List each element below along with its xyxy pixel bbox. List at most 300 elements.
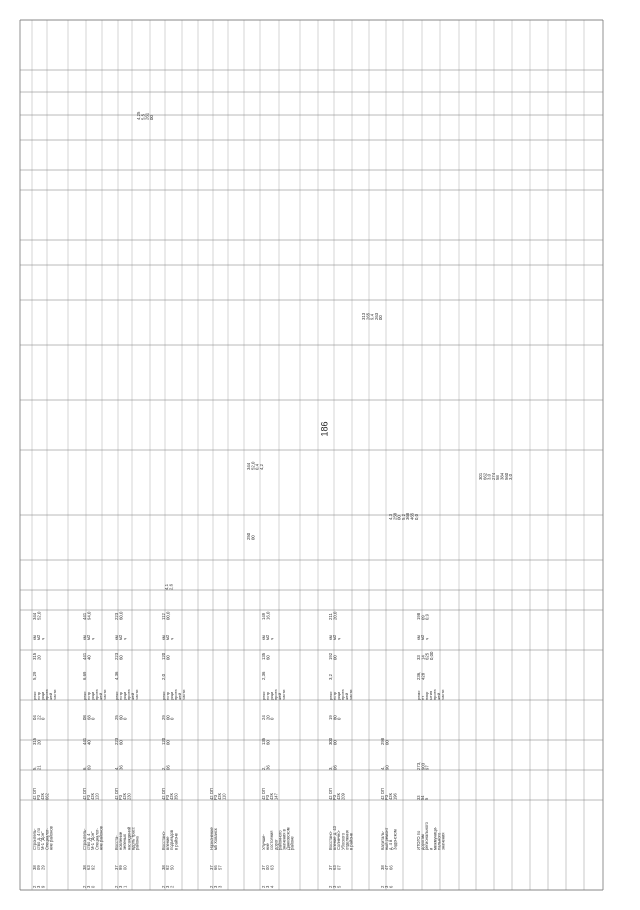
cost-value: 0 <box>90 717 96 720</box>
work-length: 5,29 <box>32 671 37 680</box>
unit-label: ч <box>424 637 430 640</box>
work-type: жей <box>177 692 182 700</box>
row-number: 37 <box>209 865 214 870</box>
road-name: вление <box>165 836 171 850</box>
upper-cell-value: 0,0 <box>413 514 419 520</box>
road-name: мб Хованск <box>213 828 219 850</box>
road-code: 42К <box>122 793 128 800</box>
road-code: 42К <box>40 793 46 800</box>
road-code: РЗ <box>213 794 219 800</box>
road-name: значения <box>440 832 446 850</box>
row-id: 4 <box>269 885 275 888</box>
work-area: 60 <box>265 655 271 660</box>
road-code: РЗ <box>36 794 42 800</box>
road-name: отделения <box>344 830 350 850</box>
total-value: 112 <box>161 613 166 620</box>
row-number: 63 <box>269 865 275 870</box>
upper-cell-value: 4,1 <box>164 584 169 590</box>
road-name: вление д. 43 <box>332 826 338 850</box>
area-value: 300 <box>328 737 333 745</box>
length-value: 4, <box>380 766 385 770</box>
unit-label: ч <box>122 637 128 640</box>
total-value: 211 <box>328 613 333 620</box>
upper-cell-value: 313 <box>361 312 366 320</box>
cost-value: 22 <box>36 715 42 720</box>
work-area: 135 <box>261 652 266 660</box>
area-value: 40 <box>86 740 92 745</box>
cost-value: 60 <box>118 715 124 720</box>
work-area: 60 <box>118 655 124 660</box>
length-value: 06 <box>165 765 171 770</box>
road-name: ние районов <box>98 826 104 850</box>
upper-cell-value: 3,0 <box>508 474 514 480</box>
road-code: 662 <box>44 793 50 800</box>
length-value: 4, <box>114 766 119 770</box>
road-name: Задонском <box>392 829 398 850</box>
road-name: ный ремонт <box>384 827 390 850</box>
work-type: части <box>281 689 286 700</box>
total-value: 16,0 <box>265 611 271 620</box>
area-value: 00 <box>165 740 171 745</box>
road-code: 110 <box>221 793 227 800</box>
row-id: 3 <box>217 885 223 888</box>
unit-label: км <box>82 635 87 640</box>
work-type: укци <box>90 691 95 700</box>
length-value: 21 <box>36 765 42 770</box>
unit-label: м2 <box>86 634 92 640</box>
length-value: 36 <box>265 765 271 770</box>
row-id: 6 <box>388 885 394 888</box>
area-value: 298 <box>380 737 385 745</box>
cost-value: 00 <box>165 715 171 720</box>
road-name: Назначение <box>209 827 214 850</box>
cost-value: 0 <box>269 717 275 720</box>
row-id: 2 <box>380 885 385 888</box>
road-code: 42К <box>217 793 223 800</box>
road-code: 42 ОП <box>114 788 119 800</box>
upper-cell-value: 662 <box>482 472 488 480</box>
upper-cell-value: 0,4 <box>254 464 260 470</box>
total-value: 60,0 <box>118 611 124 620</box>
road-name: д. 4 в <box>388 839 394 850</box>
row-number: 38 <box>161 865 166 870</box>
road-name: Спецналог- <box>94 828 100 850</box>
cost-value: 25 <box>114 715 119 720</box>
work-type: проез <box>173 689 178 700</box>
road-code: 42 ОП <box>32 788 37 800</box>
upper-cell-value: 5,5 <box>140 114 146 120</box>
road-code: 350 <box>173 793 179 800</box>
work-type: реко <box>261 691 266 700</box>
work-length: 6,69 <box>82 671 87 680</box>
length-value: 69 <box>86 765 92 770</box>
work-area: 00 <box>165 655 171 660</box>
upper-cell-value: 250 <box>246 532 251 540</box>
road-code: 42К <box>90 793 96 800</box>
total-value: 20,0 <box>332 611 338 620</box>
road-name: Восста- <box>114 835 119 850</box>
work-type: части <box>181 689 186 700</box>
row-id: 2 <box>114 885 119 888</box>
road-name: и <box>428 847 434 850</box>
row-number: 29 <box>40 865 46 870</box>
cost-value: 24 <box>261 715 266 720</box>
work-type: части <box>440 689 445 700</box>
work-area: 33 <box>416 655 421 660</box>
cost-value: 20 <box>265 715 271 720</box>
road-name: ИТОГО по <box>416 830 421 850</box>
area-value: 00 <box>384 740 390 745</box>
road-code: РЗ <box>118 794 124 800</box>
cost-value: 08 <box>82 715 87 720</box>
total-value: 344 <box>32 612 37 620</box>
road-name: ние <box>265 843 271 850</box>
work-area: 625 <box>424 652 430 660</box>
upper-cell-value: 560 <box>503 472 509 480</box>
work-type: жей <box>98 692 103 700</box>
road-name: вдоль трасс <box>130 827 136 850</box>
row-number: 37 <box>328 865 333 870</box>
row-number: 00 <box>122 865 128 870</box>
work-type: проез <box>44 689 49 700</box>
work-type: ремо <box>416 690 421 700</box>
upper-cell-value: 274 <box>490 472 496 480</box>
road-name: значения в <box>281 829 287 850</box>
cost-value: 0 <box>169 717 175 720</box>
work-type: части <box>102 689 107 700</box>
work-type: проез <box>94 689 99 700</box>
work-type: проез <box>340 689 345 700</box>
upper-cell-value: 265 <box>365 312 371 320</box>
row-number: 57 <box>217 865 223 870</box>
length-value: 5, <box>32 766 37 770</box>
upper-cell-value: 2,6 <box>168 584 174 590</box>
row-number: 63 <box>332 865 338 870</box>
road-name: Восстано- <box>328 830 333 850</box>
area-value: 315 <box>32 737 37 745</box>
length-value: 903 <box>420 762 426 770</box>
road-name: подъездов <box>169 829 175 850</box>
road-name: Данковском <box>285 827 291 850</box>
road-code: 42 ОП <box>261 788 266 800</box>
work-type: жей <box>436 692 441 700</box>
unit-label: км <box>161 635 166 640</box>
work-type: укци <box>40 691 45 700</box>
work-type: нстр <box>165 691 170 700</box>
work-type: нстр <box>332 691 337 700</box>
row-id: 3 <box>265 885 271 888</box>
work-type: реко <box>114 691 119 700</box>
row-number: 38 <box>380 865 385 870</box>
length-value: 97 <box>424 765 430 770</box>
work-type: покр <box>424 691 429 700</box>
road-name: Солнечно- <box>336 830 342 850</box>
work-type: укци <box>336 691 341 700</box>
upper-cell-value: 00 <box>250 535 256 540</box>
unit-label: м2 <box>420 634 426 640</box>
road-name: Спецналог- <box>44 828 50 850</box>
row-id: 9 <box>40 885 46 888</box>
cost-value: 0 <box>40 717 46 720</box>
area-value: 60 <box>265 740 271 745</box>
road-code: 230 <box>126 793 132 800</box>
road-name: ство д. 4 <box>86 833 92 850</box>
work-type: проез <box>273 689 278 700</box>
road-code: 42К <box>388 793 394 800</box>
road-name: районе <box>289 836 295 850</box>
upper-cell-value: 00 <box>148 115 154 120</box>
length-value: 2, <box>261 766 266 770</box>
work-type: части <box>134 689 139 700</box>
total-value: 00,0 <box>165 611 171 620</box>
road-code: РЗ <box>332 794 338 800</box>
row-id: 3 <box>332 885 338 888</box>
upper-cell-value: 263 <box>373 312 379 320</box>
length-value: 3, <box>328 766 333 770</box>
row-id: 2 <box>161 885 166 888</box>
row-id: 3 <box>118 885 124 888</box>
work-area: 14 <box>420 655 426 660</box>
work-length: 2,0 <box>161 674 166 680</box>
row-number: 00 <box>265 865 271 870</box>
row-number: 07 <box>336 865 342 870</box>
road-code: 42 ОП <box>161 788 166 800</box>
row-id: 0 <box>90 885 96 888</box>
road-name: Строитель- <box>32 828 37 850</box>
road-name: в районе <box>348 833 354 850</box>
work-type: жей <box>130 692 135 700</box>
road-code: РЗ <box>384 794 390 800</box>
work-area: 315 <box>32 652 37 660</box>
work-type: укци <box>122 691 127 700</box>
upper-cell-value: 4,25 <box>136 111 141 120</box>
unit-label: м2 <box>36 634 42 640</box>
work-type: реко <box>328 691 333 700</box>
length-value: 2, <box>161 766 166 770</box>
row-number: 09 <box>36 865 42 870</box>
upper-cell-value: 3,0 <box>486 474 492 480</box>
row-number: 66 <box>213 865 219 870</box>
total-value: 441 <box>82 612 87 620</box>
row-number: 38 <box>32 865 37 870</box>
total-value: 198 <box>416 612 421 620</box>
upper-cell-value: 4,2 <box>258 464 264 470</box>
upper-cell-value: 258 <box>392 512 398 520</box>
road-name: ние районов <box>48 826 54 850</box>
work-type: нстр <box>86 691 91 700</box>
road-code: РЗ <box>265 794 271 800</box>
work-area: 20 <box>36 655 42 660</box>
cost-value: 80 <box>332 715 338 720</box>
row-id: 3 <box>36 885 42 888</box>
row-id: 2 <box>32 885 37 888</box>
road-code: 42 ОП <box>209 788 214 800</box>
work-area: 441 <box>82 652 87 660</box>
row-number: 38 <box>82 865 87 870</box>
length-value: 36 <box>118 765 124 770</box>
row-id: 2 <box>328 885 333 888</box>
cost-value: 68 <box>86 715 92 720</box>
work-type: части <box>348 689 353 700</box>
road-code: 42 ОП <box>328 788 333 800</box>
total-value: 94,0 <box>86 611 92 620</box>
upper-cell-value: 00 <box>378 315 384 320</box>
work-type: жей <box>48 692 53 700</box>
work-type: нстр <box>118 691 123 700</box>
road-name: состояния <box>269 830 275 850</box>
road-code: 209 <box>340 793 346 800</box>
road-code: 147 <box>273 793 279 800</box>
unit-label: ч <box>336 637 342 640</box>
row-id: 2 <box>169 885 175 888</box>
row-number: 47 <box>384 865 390 870</box>
unit-label: км <box>114 635 119 640</box>
upper-cell-value: 465 <box>409 512 415 520</box>
work-length: 2,36 <box>261 671 266 680</box>
road-name: дорогам <box>420 834 426 850</box>
unit-label: км <box>261 635 266 640</box>
road-code: 196 <box>392 793 398 800</box>
work-type: нт <box>420 695 425 700</box>
work-length: 3,2 <box>328 674 333 680</box>
work-type: нстр <box>36 691 41 700</box>
upper-cell-value: 384 <box>499 472 505 480</box>
row-number: 50 <box>169 865 175 870</box>
row-number: 63 <box>86 865 92 870</box>
road-name: регионального <box>424 822 430 850</box>
total-value: 223 <box>114 612 119 620</box>
work-type: части <box>52 689 57 700</box>
unit-label: км <box>32 635 37 640</box>
road-name: дорог <box>273 839 279 850</box>
unit-label: ч <box>269 637 275 640</box>
work-type: ытия <box>428 690 433 700</box>
upper-cell-value: 52,0 <box>250 461 256 470</box>
work-length: 4,36 <box>114 671 119 680</box>
unit-label: ч <box>40 637 46 640</box>
length-value: 6, <box>82 766 87 770</box>
road-name: Строитель- <box>82 828 87 850</box>
work-type: реко <box>161 691 166 700</box>
work-area: 00 <box>332 655 338 660</box>
length-value: 06 <box>332 765 338 770</box>
road-code: 120 <box>94 793 100 800</box>
road-name: района <box>134 836 140 850</box>
cost-value: 0 <box>122 717 128 720</box>
unit-label: м2 <box>165 634 171 640</box>
work-area: 0,00 <box>428 651 434 660</box>
row-id: 3 <box>165 885 171 888</box>
area-value: 20 <box>36 740 42 745</box>
work-area: 120 <box>161 652 166 660</box>
road-code: 33 <box>416 795 421 800</box>
unit-label: км <box>328 635 333 640</box>
road-code: 42 ОП <box>82 788 87 800</box>
upper-cell-value: 344 <box>246 462 251 470</box>
road-name: межмуници- <box>432 826 438 850</box>
length-value: 90 <box>384 765 390 770</box>
row-id: 2 <box>82 885 87 888</box>
row-number: 92 <box>90 865 96 870</box>
road-name: М-1 "Дон" <box>40 831 46 850</box>
unit-label: м2 <box>265 634 271 640</box>
area-value: 135 <box>261 737 266 745</box>
work-type: реко <box>32 691 37 700</box>
cost-value: 0 <box>336 717 342 720</box>
row-id: 3 <box>384 885 390 888</box>
work-type: проез <box>432 689 437 700</box>
road-name: насаждений <box>126 826 132 850</box>
work-type: жей <box>277 692 282 700</box>
road-name: Убоского <box>340 833 346 850</box>
road-code: 42 ОП <box>380 788 385 800</box>
row-id: 2 <box>261 885 266 888</box>
page-number: 186 <box>319 421 330 437</box>
road-name: Улучше- <box>261 834 266 850</box>
area-value: 441 <box>82 737 87 745</box>
road-name: новление <box>118 831 124 850</box>
area-value: 60 <box>118 740 124 745</box>
road-name: пального <box>436 832 442 850</box>
road-code: 42К <box>269 793 275 800</box>
work-area: 223 <box>114 652 119 660</box>
upper-cell-value: 4,3 <box>388 514 393 520</box>
unit-label: ч <box>169 637 175 640</box>
upper-cell-value: 368 <box>405 512 411 520</box>
road-code: 42К <box>336 793 342 800</box>
road-name: зеленых <box>122 834 128 850</box>
row-number: 99 <box>118 865 124 870</box>
work-type: жей <box>344 692 349 700</box>
road-code: 54 <box>420 795 426 800</box>
total-value: 0,9 <box>424 614 430 620</box>
total-value: 149 <box>261 612 266 620</box>
unit-label: ч <box>90 637 96 640</box>
upper-cell-value: 301 <box>478 472 483 480</box>
cost-value: 04 <box>32 715 37 720</box>
road-name: ство д. 4 по <box>36 827 42 850</box>
total-value: 52,0 <box>36 611 42 620</box>
row-number: 37 <box>261 865 266 870</box>
road-code: РЗ <box>165 794 171 800</box>
road-name: М-1 "Дон" <box>90 831 96 850</box>
area-value: 223 <box>114 737 119 745</box>
row-id: 3 <box>213 885 219 888</box>
unit-label: м2 <box>118 634 124 640</box>
road-code: 42К <box>169 793 175 800</box>
unit-label: м2 <box>332 634 338 640</box>
area-value: 120 <box>161 737 166 745</box>
road-name: в районе <box>173 833 179 850</box>
work-length: 428 <box>420 672 426 680</box>
length-value: 273, <box>416 761 421 770</box>
work-type: нстр <box>265 691 270 700</box>
work-type: реко <box>82 691 87 700</box>
upper-cell-value: 261 <box>144 112 150 120</box>
row-id: 1 <box>122 885 128 888</box>
work-length: 236, <box>416 671 421 680</box>
row-id: 5 <box>336 885 342 888</box>
road-name: Капиталь- <box>380 830 385 850</box>
road-name: районного <box>277 830 283 850</box>
work-area: 40 <box>86 655 92 660</box>
area-value: 00 <box>332 740 338 745</box>
work-type: укци <box>169 691 174 700</box>
work-type: проез <box>126 689 131 700</box>
road-code: 5 <box>424 797 430 800</box>
road-name: Восстано- <box>161 830 166 850</box>
upper-cell-value: 00 <box>396 515 402 520</box>
